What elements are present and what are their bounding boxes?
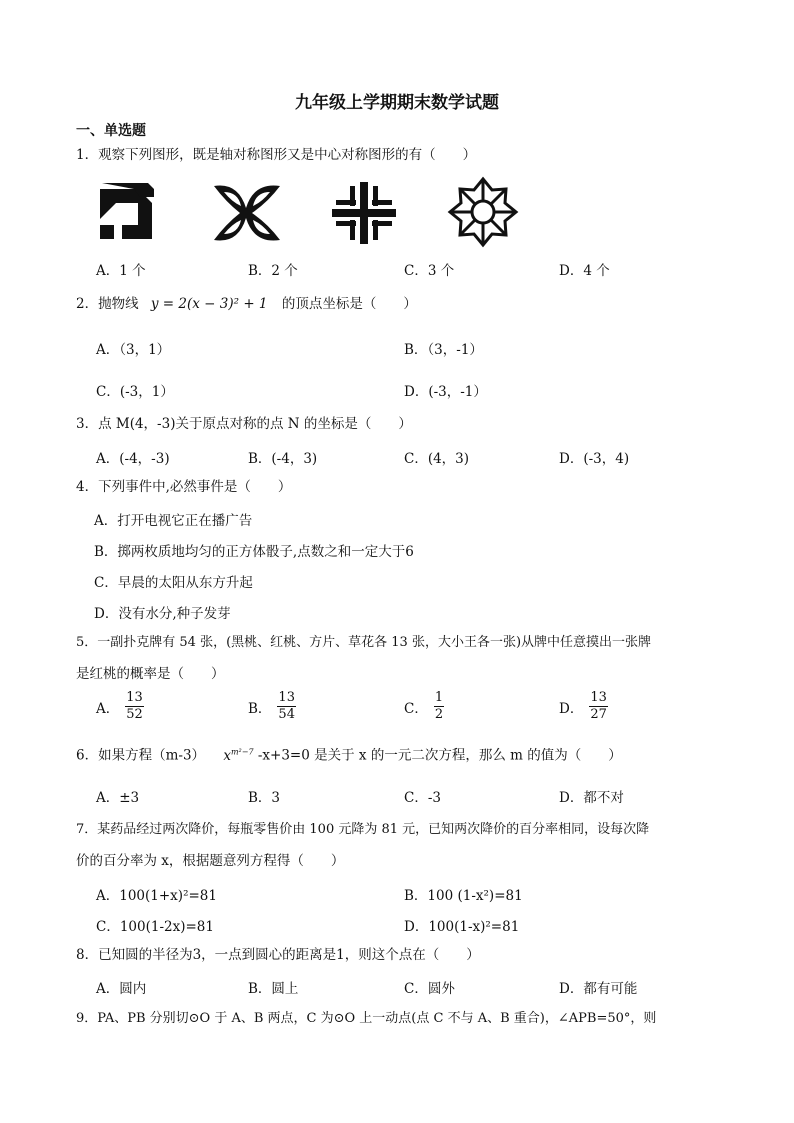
page-title: 九年级上学期期末数学试题 — [295, 93, 499, 113]
q5-option-d[interactable] — [559, 690, 608, 723]
q2-option-c[interactable]: C．(-3，1） — [96, 384, 174, 400]
q1-option-c[interactable]: C．3 个 — [404, 263, 455, 279]
question-2 — [76, 294, 417, 314]
q6-option-c[interactable]: C．-3 — [404, 790, 441, 806]
q5-option-a-label: A． — [96, 700, 120, 717]
q2-option-b[interactable]: B．（3，-1） — [404, 342, 483, 358]
section-heading: 一、单选题 — [76, 123, 146, 139]
q1-option-a[interactable]: A．1 个 — [96, 263, 146, 279]
question-1: 1．观察下列图形，既是轴对称图形又是中心对称图形的有（ ） — [76, 147, 477, 163]
q5-option-a[interactable] — [96, 690, 144, 723]
q6-suffix: -x+3=0 是关于 x 的一元二次方程，那么 m 的值为（ ） — [257, 747, 622, 764]
q6-exponent: m²−7 — [230, 747, 254, 756]
question-3: 3．点 M(4，-3)关于原点对称的点 N 的坐标是（ ） — [76, 416, 412, 432]
q8-option-b[interactable]: B．圆上 — [248, 981, 299, 997]
question-4: 4．下列事件中,必然事件是（ ） — [76, 479, 292, 495]
q2-option-d[interactable]: D．(-3，-1） — [404, 384, 487, 400]
q4-option-d[interactable]: D．没有水分,种子发芽 — [94, 606, 231, 622]
q8-option-a[interactable]: A．圆内 — [96, 981, 147, 997]
q5-option-d-fraction — [589, 690, 608, 723]
square-spiral-logo-icon — [96, 181, 164, 245]
q2-option-a[interactable]: A．（3，1） — [96, 342, 171, 358]
question-9: 9．PA、PB 分别切⊙O 于 A、B 两点，C 为⊙O 上一动点(点 C 不与 A、B 重合)，∠APB=50°，则 — [76, 1011, 657, 1026]
q5-a-denominator: 52 — [126, 707, 143, 722]
q5-b-numerator: 13 — [278, 690, 295, 705]
question-8: 8．已知圆的半径为3，一点到圆心的距离是1，则这个点在（ ） — [76, 947, 480, 963]
q7-option-b[interactable]: B．100 (1-x²)=81 — [404, 888, 523, 904]
q7-option-d[interactable]: D．100(1-x)²=81 — [404, 919, 520, 935]
q2-formula: y = 2(x − 3)² + 1 — [150, 296, 268, 312]
question-7-line1: 7．某药品经过两次降价，每瓶零售价由 100 元降为 81 元，已知两次降价的百分率相同，设每次降 — [76, 822, 650, 837]
question-7-line2: 价的百分率为 x，根据题意列方程得（ ） — [76, 853, 345, 869]
q7-option-a[interactable]: A．100(1+x)²=81 — [96, 888, 217, 904]
q6-option-a[interactable]: A．±3 — [96, 790, 140, 806]
q5-option-c[interactable] — [404, 690, 444, 723]
q8-option-c[interactable]: C．圆外 — [404, 981, 455, 997]
q3-option-c[interactable]: C．(4，3) — [404, 451, 470, 467]
q5-option-b[interactable] — [248, 690, 296, 723]
q3-option-a[interactable]: A．(-4，-3) — [96, 451, 170, 467]
q4-option-b[interactable]: B．掷两枚质地均匀的正方体骰子,点数之和一定大于6 — [94, 544, 414, 560]
q5-c-numerator: 1 — [434, 690, 444, 705]
q5-option-a-fraction — [125, 690, 144, 723]
q6-prefix: 6．如果方程（m-3） — [76, 747, 206, 764]
question-5-line2: 是红桃的概率是（ ） — [76, 666, 225, 682]
star-flower-icon — [445, 176, 521, 248]
q1-option-b[interactable]: B．2 个 — [248, 263, 298, 279]
question-6 — [76, 742, 622, 766]
q7-option-c[interactable]: C．100(1-2x)=81 — [96, 919, 214, 935]
q6-base: x — [223, 747, 231, 764]
q6-power — [223, 748, 253, 764]
bowtie-knot-icon — [208, 180, 286, 246]
q5-option-c-fraction — [434, 690, 444, 723]
q8-option-d[interactable]: D．都有可能 — [559, 981, 638, 997]
q6-option-b[interactable]: B．3 — [248, 790, 281, 806]
q5-option-b-label: B． — [248, 700, 272, 717]
q5-c-denominator: 2 — [434, 707, 444, 722]
q2-prefix: 2．抛物线 — [76, 296, 139, 312]
q5-d-numerator: 13 — [590, 690, 607, 705]
q2-suffix: 的顶点坐标是（ ） — [281, 296, 417, 312]
q4-option-c[interactable]: C．早晨的太阳从东方升起 — [94, 575, 253, 591]
cross-hatch-icon — [330, 180, 398, 246]
q3-option-b[interactable]: B．(-4，3) — [248, 451, 318, 467]
q5-option-b-fraction — [277, 690, 296, 723]
q5-a-numerator: 13 — [126, 690, 143, 705]
q4-option-a[interactable]: A．打开电视它正在播广告 — [94, 513, 253, 529]
question-5-line1: 5．一副扑克牌有 54 张，(黑桃、红桃、方片、草花各 13 张，大小王各一张)从牌中任意摸出一张牌 — [76, 635, 652, 650]
q5-option-d-label: D． — [559, 700, 584, 717]
q1-option-d[interactable]: D．4 个 — [559, 263, 610, 279]
q5-b-denominator: 54 — [278, 707, 295, 722]
q5-d-denominator: 27 — [590, 707, 607, 722]
q3-option-d[interactable]: D．(-3，4) — [559, 451, 630, 467]
q6-option-d[interactable]: D．都不对 — [559, 790, 624, 806]
q5-option-c-label: C． — [404, 700, 428, 717]
